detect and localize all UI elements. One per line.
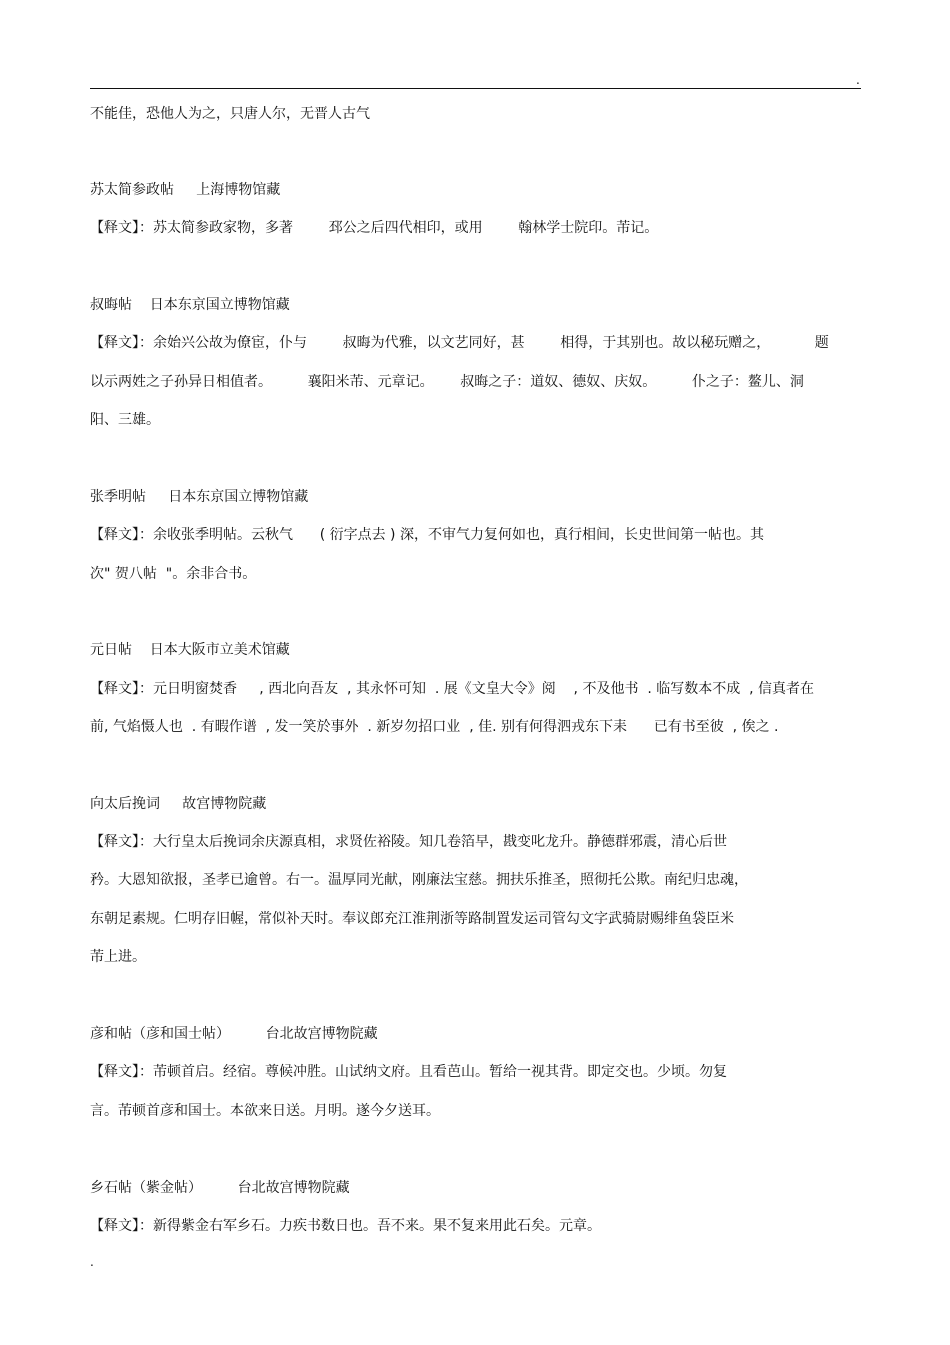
header-dot: . xyxy=(856,73,860,87)
transcription-line: 以示两姓之子孙异日相值者。 襄阳米芾、元章记。 叔晦之子：道奴、德奴、庆奴。 仆之子：鳌儿、洞 xyxy=(90,374,804,390)
transcription-line: 【释文】：元日明窗焚香 , 西北向吾友 , 其永怀可知 . 展《文皇大令》阅 , 不及他书 . 临写数本不成 , 信真者在 xyxy=(90,681,815,697)
transcription-line: 【释文】：大行皇太后挽词余庆源真相，求贤佐裕陵。知几卷箔早，戡变叱龙升。静德群邪震，清心后世 xyxy=(90,834,727,850)
header-rule xyxy=(90,88,861,89)
transcription-line: 【释文】：苏太简参政家物，多著 邳公之后四代相印，或用 翰林学士院印。芾记。 xyxy=(90,220,659,236)
footer-dot: . xyxy=(90,1255,94,1269)
transcription-line: 次" 贺八帖 "。余非合书。 xyxy=(90,566,257,582)
section-title-zhang-jiming: 张季明帖 日本东京国立博物馆藏 xyxy=(90,489,309,505)
transcription-line: 阳、三雄。 xyxy=(90,412,160,428)
transcription-line: 【释文】：新得紫金右军乡石。力疾书数日也。吾不来。果不复来用此石矣。元章。 xyxy=(90,1218,601,1234)
text-line: 不能佳，恐他人为之，只唐人尔，无晋人古气 xyxy=(90,106,370,122)
transcription-line: 【释文】：余始兴公故为僚宦，仆与 叔晦为代雅，以文艺同好，甚 相得，于其别也。故以秘玩赠之， 题 xyxy=(90,335,829,351)
transcription-line: 言。芾顿首彦和国士。本欲来日送。月明。遂今夕送耳。 xyxy=(90,1103,440,1119)
transcription-line: 东朝足素规。仁明存旧幄，常似补天时。奉议郎充江淮荆浙等路制置发运司管勾文字武骑尉赐绯鱼袋臣米 xyxy=(90,911,734,927)
section-title-shuhui: 叔晦帖 日本东京国立博物馆藏 xyxy=(90,297,290,313)
section-title-yuanri: 元日帖 日本大阪市立美术馆藏 xyxy=(90,642,290,658)
transcription-line: 芾上进。 xyxy=(90,949,146,965)
section-title-xiang-taihou: 向太后挽词 故宫博物院藏 xyxy=(90,796,267,812)
transcription-line: 【释文】：余收张季明帖。云秋气 ( 衍字点去 ) 深，不审气力复何如也，真行相间，长史世间第一帖也。其 xyxy=(90,527,764,543)
transcription-line: 【释文】：芾顿首启。经宿。尊候冲胜。山试纳文府。且看芭山。暂给一视其背。即定交也。少顷。勿复 xyxy=(90,1064,727,1080)
section-title-su-taijian: 苏太简参政帖 上海博物馆藏 xyxy=(90,182,281,198)
section-title-yanhe: 彦和帖（彦和国士帖） 台北故宫博物院藏 xyxy=(90,1026,378,1042)
transcription-line: 前, 气焰慑人也 . 有暇作谱 , 发一笑於事外 . 新岁勿招口业 , 佳. 别有何得泗戎东下耒 已有书至彼 , 俟之 . xyxy=(90,719,779,735)
transcription-line: 矜。大恩知欲报，圣孝已逾曾。右一。温厚同光献，刚廉法宝慈。拥扶乐推圣，照彻托公欺。南纪归忠魂， xyxy=(90,872,748,888)
section-title-xiangshi: 乡石帖（紫金帖） 台北故宫博物院藏 xyxy=(90,1180,350,1196)
